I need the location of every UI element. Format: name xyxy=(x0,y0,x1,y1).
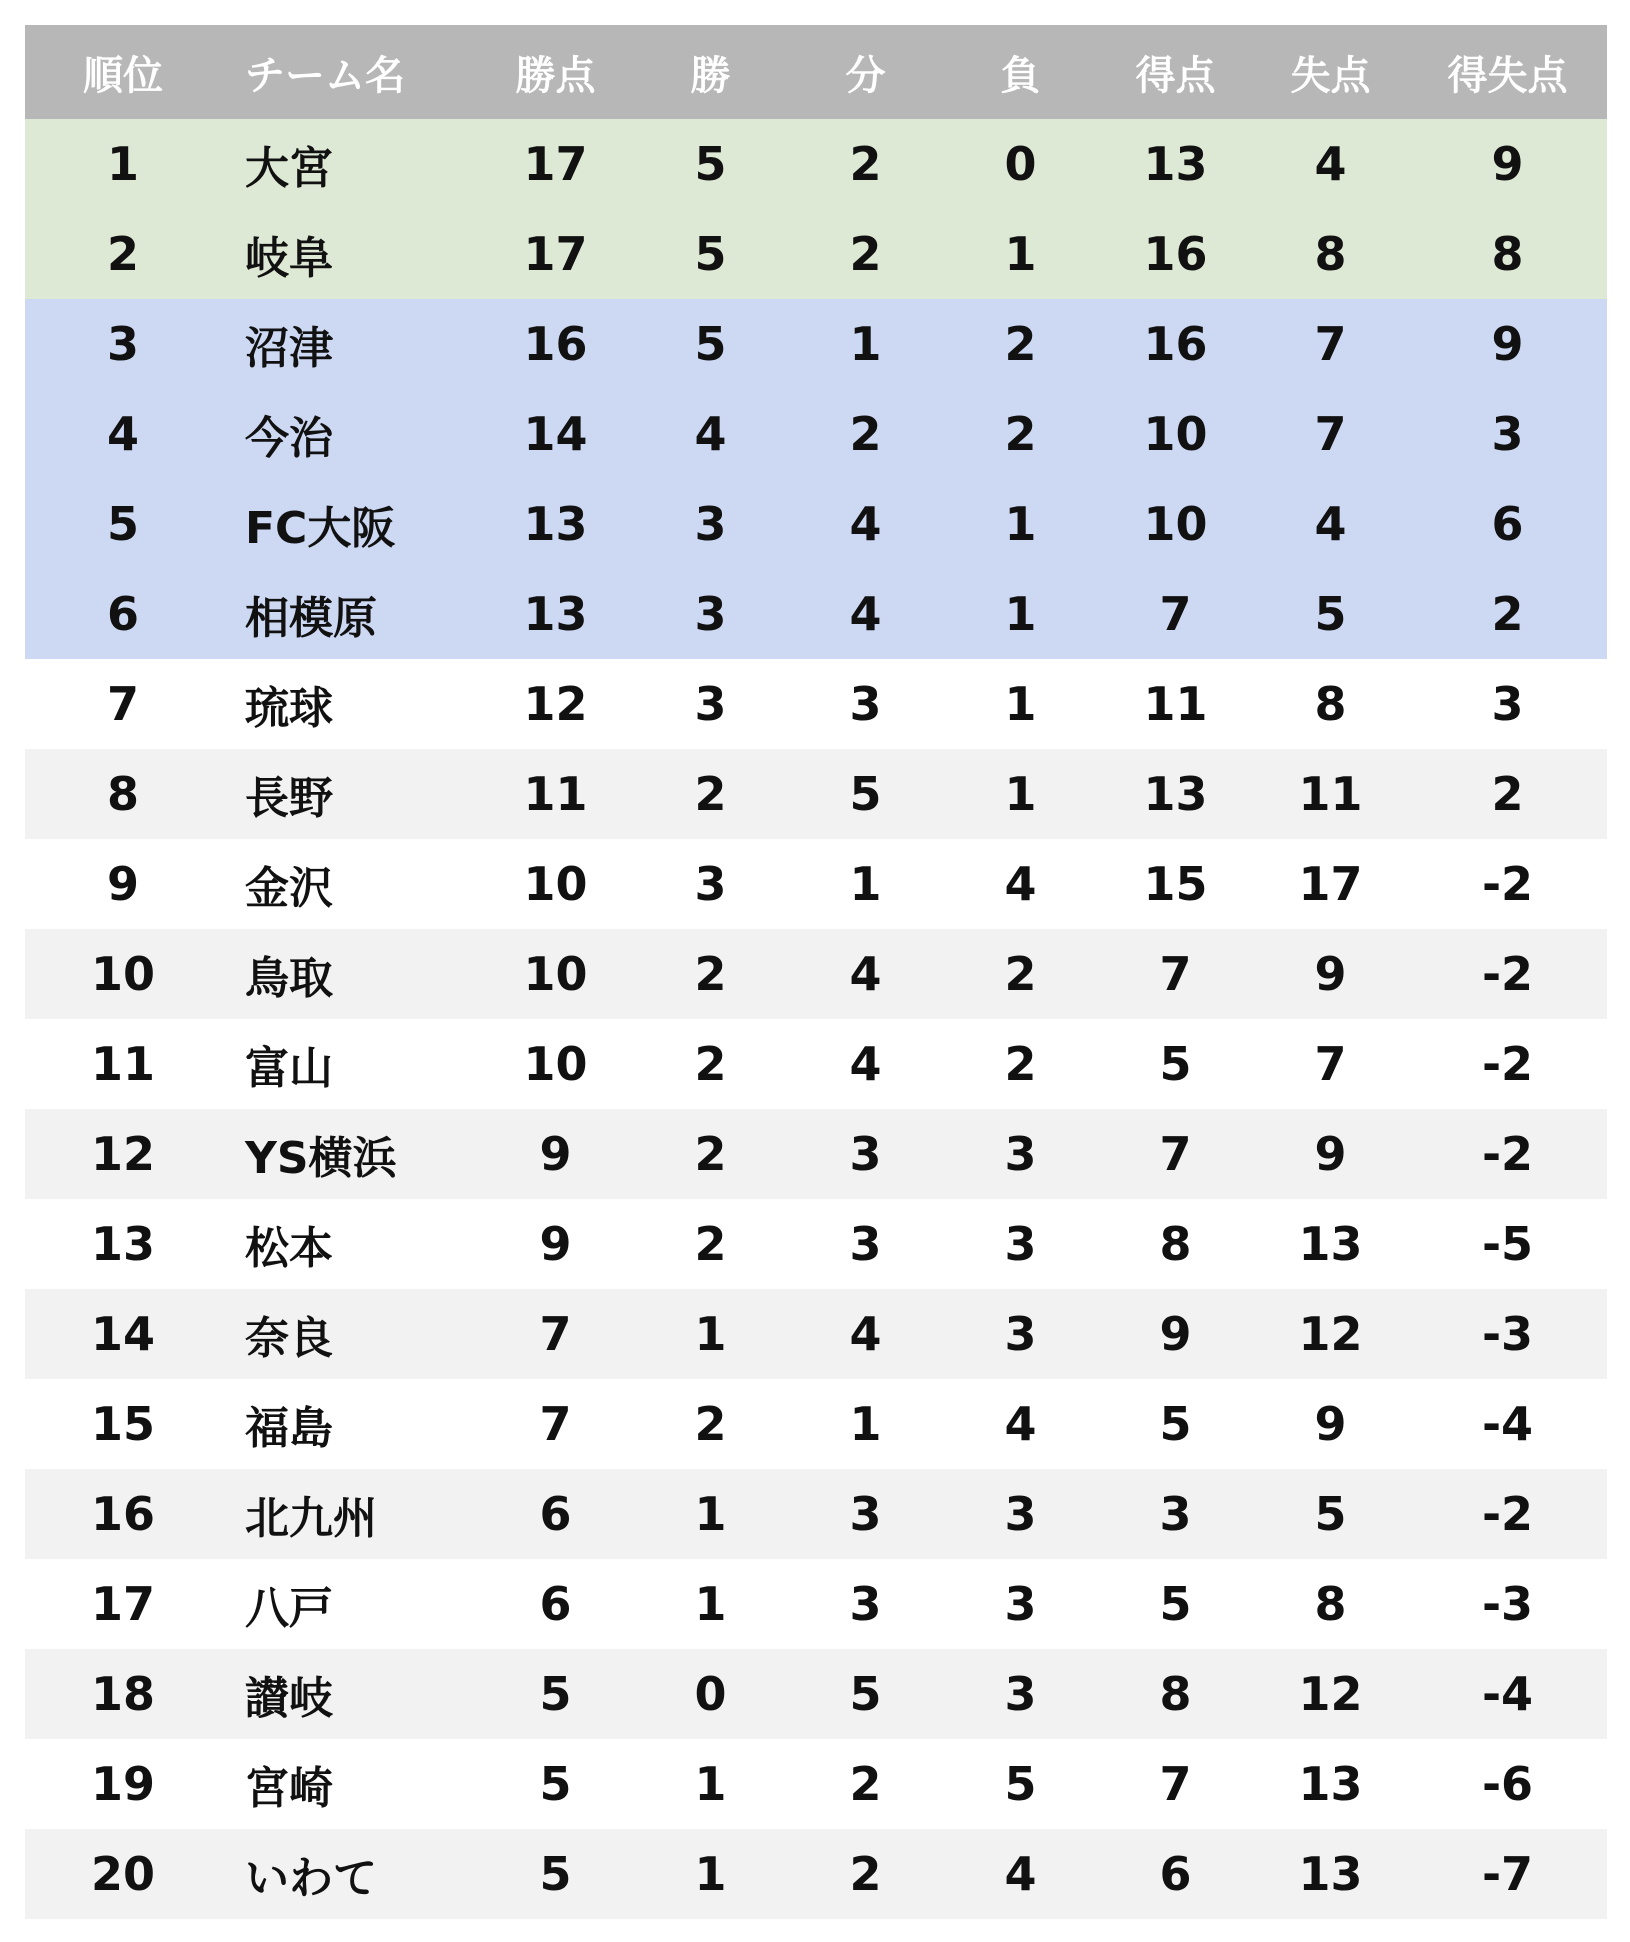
losses-cell: 3 xyxy=(1004,1217,1037,1271)
goals-against-cell: 4 xyxy=(1314,137,1347,191)
goals-for-cell: 9 xyxy=(1159,1307,1192,1361)
rank-cell: 18 xyxy=(90,1667,155,1721)
goals-against-cell: 9 xyxy=(1314,1397,1347,1451)
draws-cell: 1 xyxy=(849,1397,882,1451)
losses-cell: 1 xyxy=(1004,677,1037,731)
points-cell: 6 xyxy=(539,1487,572,1541)
goal-difference-cell: 3 xyxy=(1491,407,1524,461)
goals-for-cell: 16 xyxy=(1143,227,1208,281)
losses-cell: 0 xyxy=(1004,137,1037,191)
points-cell: 10 xyxy=(523,857,588,911)
table-row xyxy=(25,1379,1607,1469)
losses-cell: 2 xyxy=(1004,1037,1037,1091)
wins-cell: 1 xyxy=(694,1757,727,1811)
rank-cell: 16 xyxy=(90,1487,155,1541)
goal-difference-cell: 8 xyxy=(1491,227,1524,281)
goals-for-cell: 10 xyxy=(1143,497,1208,551)
goals-against-cell: 7 xyxy=(1314,407,1347,461)
team-name-cell: 讃岐 xyxy=(245,1673,333,1724)
goals-for-cell: 13 xyxy=(1143,767,1208,821)
team-name-cell: 富山 xyxy=(245,1043,333,1094)
rank-cell: 9 xyxy=(106,857,139,911)
wins-cell: 3 xyxy=(694,677,727,731)
losses-cell: 4 xyxy=(1004,1397,1037,1451)
goals-for-cell: 7 xyxy=(1159,587,1192,641)
losses-cell: 2 xyxy=(1004,947,1037,1001)
goals-against-cell: 9 xyxy=(1314,947,1347,1001)
draws-cell: 2 xyxy=(849,137,882,191)
goal-difference-cell: -7 xyxy=(1481,1847,1534,1901)
goal-difference-cell: -3 xyxy=(1481,1577,1534,1631)
rank-cell: 6 xyxy=(106,587,139,641)
table-row xyxy=(25,749,1607,839)
goals-against-cell: 5 xyxy=(1314,587,1347,641)
draws-cell: 3 xyxy=(849,677,882,731)
team-name-cell: 岐阜 xyxy=(245,233,333,284)
standings-table xyxy=(25,25,1607,1919)
points-cell: 10 xyxy=(523,947,588,1001)
goals-against-cell: 11 xyxy=(1298,767,1363,821)
goal-difference-cell: -2 xyxy=(1481,947,1534,1001)
goals-against-cell: 4 xyxy=(1314,497,1347,551)
goals-for-cell: 5 xyxy=(1159,1577,1192,1631)
draws-cell: 2 xyxy=(849,227,882,281)
goal-difference-cell: -3 xyxy=(1481,1307,1534,1361)
header-rank: 順位 xyxy=(83,52,163,99)
rank-cell: 7 xyxy=(106,677,139,731)
rank-cell: 10 xyxy=(90,947,155,1001)
points-cell: 9 xyxy=(539,1127,572,1181)
points-cell: 17 xyxy=(523,137,588,191)
team-name-cell: いわて xyxy=(245,1853,377,1904)
goal-difference-cell: 9 xyxy=(1491,137,1524,191)
draws-cell: 3 xyxy=(849,1487,882,1541)
goals-against-cell: 13 xyxy=(1298,1847,1363,1901)
goals-against-cell: 13 xyxy=(1298,1757,1363,1811)
goal-difference-cell: 6 xyxy=(1491,497,1524,551)
header-goals-for: 得点 xyxy=(1135,52,1216,99)
points-cell: 13 xyxy=(523,497,588,551)
wins-cell: 0 xyxy=(694,1667,727,1721)
draws-cell: 3 xyxy=(849,1217,882,1271)
losses-cell: 2 xyxy=(1004,407,1037,461)
team-name-cell: 沼津 xyxy=(245,323,333,374)
header-draws: 分 xyxy=(845,52,886,99)
wins-cell: 2 xyxy=(694,1037,727,1091)
team-name-cell: 大宮 xyxy=(245,143,333,194)
goals-for-cell: 7 xyxy=(1159,947,1192,1001)
goals-for-cell: 10 xyxy=(1143,407,1208,461)
goal-difference-cell: -4 xyxy=(1481,1397,1534,1451)
team-name-cell: 宮崎 xyxy=(245,1763,333,1814)
draws-cell: 3 xyxy=(849,1127,882,1181)
losses-cell: 3 xyxy=(1004,1667,1037,1721)
team-name-cell: 松本 xyxy=(245,1223,333,1274)
team-name-cell: 長野 xyxy=(245,773,333,824)
rank-cell: 14 xyxy=(90,1307,155,1361)
losses-cell: 1 xyxy=(1004,497,1037,551)
header-points: 勝点 xyxy=(515,52,596,99)
goals-against-cell: 5 xyxy=(1314,1487,1347,1541)
goals-for-cell: 15 xyxy=(1143,857,1208,911)
goals-against-cell: 8 xyxy=(1314,677,1347,731)
draws-cell: 4 xyxy=(849,1307,882,1361)
draws-cell: 4 xyxy=(849,1037,882,1091)
table-row xyxy=(25,1199,1607,1289)
rank-cell: 2 xyxy=(106,227,139,281)
rank-cell: 5 xyxy=(106,497,139,551)
team-name-cell: 福島 xyxy=(245,1403,333,1454)
goals-for-cell: 5 xyxy=(1159,1037,1192,1091)
draws-cell: 3 xyxy=(849,1577,882,1631)
points-cell: 5 xyxy=(539,1757,572,1811)
goals-against-cell: 17 xyxy=(1298,857,1363,911)
wins-cell: 2 xyxy=(694,947,727,1001)
draws-cell: 5 xyxy=(849,1667,882,1721)
points-cell: 6 xyxy=(539,1577,572,1631)
goals-against-cell: 8 xyxy=(1314,1577,1347,1631)
goals-against-cell: 8 xyxy=(1314,227,1347,281)
table-row xyxy=(25,209,1607,299)
wins-cell: 5 xyxy=(694,227,727,281)
points-cell: 9 xyxy=(539,1217,572,1271)
rank-cell: 4 xyxy=(106,407,139,461)
goals-for-cell: 3 xyxy=(1159,1487,1192,1541)
wins-cell: 3 xyxy=(694,497,727,551)
goals-against-cell: 13 xyxy=(1298,1217,1363,1271)
table-row xyxy=(25,1559,1607,1649)
table-row xyxy=(25,659,1607,749)
draws-cell: 1 xyxy=(849,857,882,911)
table-row xyxy=(25,1109,1607,1199)
rank-cell: 3 xyxy=(106,317,139,371)
goals-for-cell: 7 xyxy=(1159,1757,1192,1811)
rank-cell: 15 xyxy=(90,1397,155,1451)
draws-cell: 4 xyxy=(849,497,882,551)
losses-cell: 1 xyxy=(1004,767,1037,821)
team-name-cell: 八戸 xyxy=(245,1583,333,1634)
table-row xyxy=(25,1829,1607,1919)
draws-cell: 2 xyxy=(849,1847,882,1901)
rank-cell: 20 xyxy=(90,1847,155,1901)
points-cell: 11 xyxy=(523,767,588,821)
header-losses: 負 xyxy=(1000,52,1041,99)
goal-difference-cell: -6 xyxy=(1481,1757,1534,1811)
losses-cell: 4 xyxy=(1004,1847,1037,1901)
draws-cell: 4 xyxy=(849,947,882,1001)
wins-cell: 2 xyxy=(694,1217,727,1271)
points-cell: 12 xyxy=(523,677,588,731)
draws-cell: 1 xyxy=(849,317,882,371)
rank-cell: 13 xyxy=(90,1217,155,1271)
points-cell: 7 xyxy=(539,1397,572,1451)
wins-cell: 2 xyxy=(694,1397,727,1451)
goal-difference-cell: -2 xyxy=(1481,857,1534,911)
goal-difference-cell: -2 xyxy=(1481,1127,1534,1181)
goals-for-cell: 7 xyxy=(1159,1127,1192,1181)
goals-for-cell: 13 xyxy=(1143,137,1208,191)
wins-cell: 4 xyxy=(694,407,727,461)
team-name-cell: YS横浜 xyxy=(245,1133,397,1184)
points-cell: 14 xyxy=(523,407,588,461)
table-row xyxy=(25,569,1607,659)
team-name-cell: 金沢 xyxy=(245,863,333,914)
rank-cell: 12 xyxy=(90,1127,155,1181)
team-name-cell: 琉球 xyxy=(245,683,333,734)
team-name-cell: 鳥取 xyxy=(245,953,333,1004)
points-cell: 10 xyxy=(523,1037,588,1091)
goal-difference-cell: 2 xyxy=(1491,587,1524,641)
rank-cell: 17 xyxy=(90,1577,155,1631)
standings-body xyxy=(25,119,1607,1919)
losses-cell: 5 xyxy=(1004,1757,1037,1811)
table-row xyxy=(25,929,1607,1019)
wins-cell: 2 xyxy=(694,1127,727,1181)
rank-cell: 11 xyxy=(90,1037,155,1091)
table-row xyxy=(25,389,1607,479)
goal-difference-cell: -4 xyxy=(1481,1667,1534,1721)
goals-against-cell: 12 xyxy=(1298,1667,1363,1721)
points-cell: 5 xyxy=(539,1847,572,1901)
wins-cell: 3 xyxy=(694,857,727,911)
goals-for-cell: 5 xyxy=(1159,1397,1192,1451)
losses-cell: 3 xyxy=(1004,1577,1037,1631)
table-row xyxy=(25,479,1607,569)
team-name-cell: FC大阪 xyxy=(245,503,396,554)
points-cell: 17 xyxy=(523,227,588,281)
goals-for-cell: 16 xyxy=(1143,317,1208,371)
team-name-cell: 今治 xyxy=(245,413,333,464)
goal-difference-cell: 3 xyxy=(1491,677,1524,731)
table-header-row xyxy=(25,25,1607,119)
losses-cell: 3 xyxy=(1004,1127,1037,1181)
losses-cell: 3 xyxy=(1004,1487,1037,1541)
team-name-cell: 奈良 xyxy=(245,1313,333,1364)
losses-cell: 4 xyxy=(1004,857,1037,911)
points-cell: 16 xyxy=(523,317,588,371)
header-goal-difference: 得失点 xyxy=(1447,52,1568,99)
wins-cell: 5 xyxy=(694,137,727,191)
goal-difference-cell: -2 xyxy=(1481,1037,1534,1091)
points-cell: 5 xyxy=(539,1667,572,1721)
goal-difference-cell: 9 xyxy=(1491,317,1524,371)
goals-for-cell: 11 xyxy=(1143,677,1208,731)
losses-cell: 3 xyxy=(1004,1307,1037,1361)
header-goals-against: 失点 xyxy=(1290,52,1371,99)
rank-cell: 1 xyxy=(106,137,139,191)
goals-against-cell: 12 xyxy=(1298,1307,1363,1361)
draws-cell: 2 xyxy=(849,1757,882,1811)
table-row xyxy=(25,839,1607,929)
header-wins: 勝 xyxy=(690,52,731,99)
goals-for-cell: 8 xyxy=(1159,1667,1192,1721)
losses-cell: 1 xyxy=(1004,587,1037,641)
points-cell: 7 xyxy=(539,1307,572,1361)
team-name-cell: 相模原 xyxy=(245,593,377,644)
wins-cell: 1 xyxy=(694,1577,727,1631)
table-row xyxy=(25,1649,1607,1739)
team-name-cell: 北九州 xyxy=(245,1493,377,1544)
goal-difference-cell: -5 xyxy=(1481,1217,1534,1271)
table-row xyxy=(25,1289,1607,1379)
goal-difference-cell: 2 xyxy=(1491,767,1524,821)
draws-cell: 5 xyxy=(849,767,882,821)
table-row xyxy=(25,119,1607,209)
losses-cell: 2 xyxy=(1004,317,1037,371)
points-cell: 13 xyxy=(523,587,588,641)
goal-difference-cell: -2 xyxy=(1481,1487,1534,1541)
draws-cell: 2 xyxy=(849,407,882,461)
table-row xyxy=(25,1019,1607,1109)
table-row xyxy=(25,299,1607,389)
header-team: チーム名 xyxy=(245,52,405,99)
goals-against-cell: 9 xyxy=(1314,1127,1347,1181)
goals-against-cell: 7 xyxy=(1314,317,1347,371)
rank-cell: 8 xyxy=(106,767,139,821)
wins-cell: 1 xyxy=(694,1847,727,1901)
wins-cell: 1 xyxy=(694,1487,727,1541)
goals-against-cell: 7 xyxy=(1314,1037,1347,1091)
goals-for-cell: 8 xyxy=(1159,1217,1192,1271)
table-row xyxy=(25,1739,1607,1829)
goals-for-cell: 6 xyxy=(1159,1847,1192,1901)
wins-cell: 2 xyxy=(694,767,727,821)
wins-cell: 5 xyxy=(694,317,727,371)
rank-cell: 19 xyxy=(90,1757,155,1811)
losses-cell: 1 xyxy=(1004,227,1037,281)
draws-cell: 4 xyxy=(849,587,882,641)
wins-cell: 3 xyxy=(694,587,727,641)
table-row xyxy=(25,1469,1607,1559)
wins-cell: 1 xyxy=(694,1307,727,1361)
